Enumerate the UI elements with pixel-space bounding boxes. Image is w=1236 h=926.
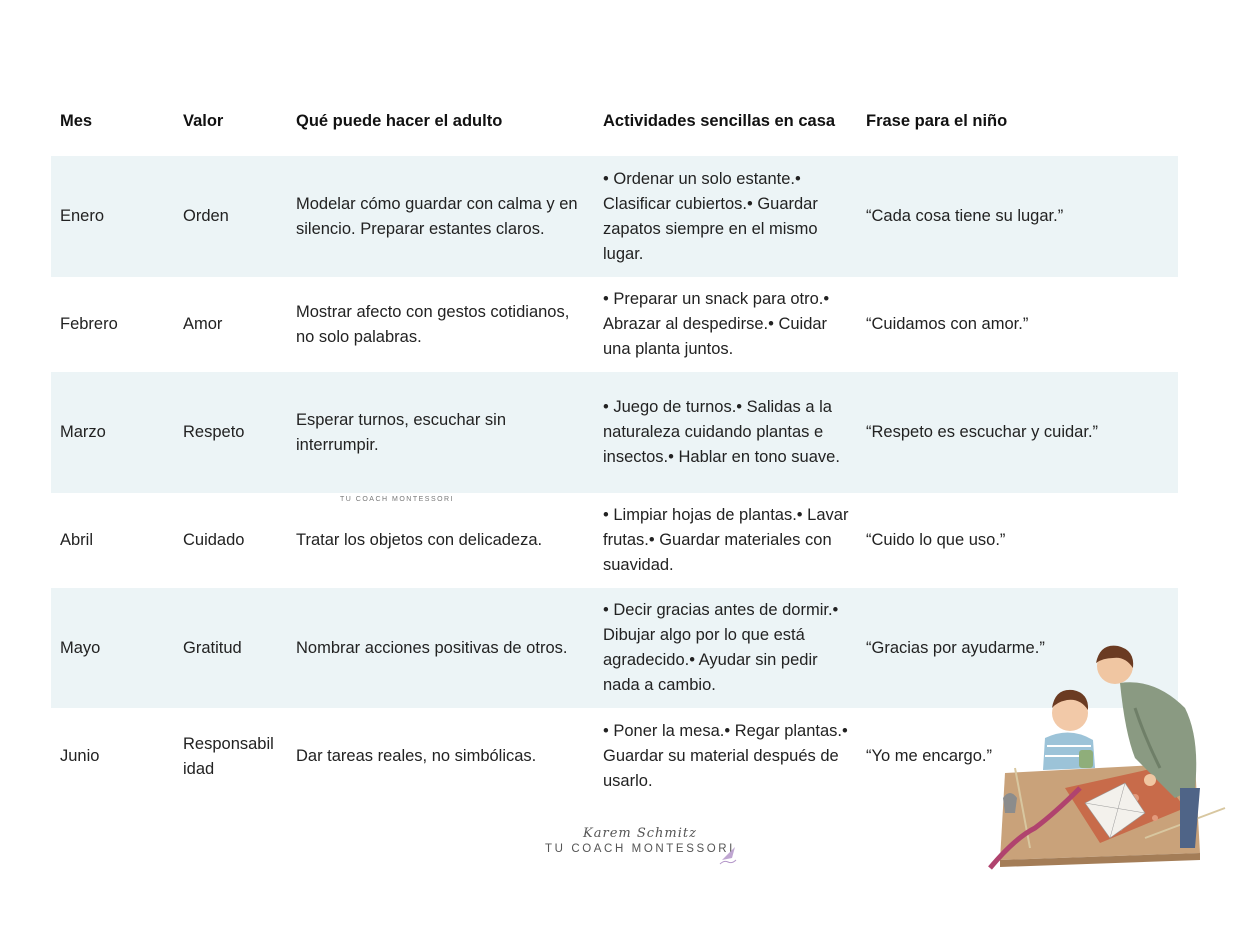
cell-valor: Responsabil idad (183, 734, 274, 778)
header-actividades: Actividades sencillas en casa (603, 111, 836, 130)
cell-actividades: • Decir gracias antes de dormir.• Dibujar algo por lo que está agradecido.• Ayudar sin pedir nada a cambio. (603, 601, 839, 694)
cell-mes: Febrero (60, 315, 118, 333)
cell-actividades: • Poner la mesa.• Regar plantas.• Guardar su material después de usarlo. (603, 722, 848, 790)
cell-frase: “Respeto es escuchar y cuidar.” (866, 423, 1099, 441)
cell-adulto: Dar tareas reales, no simbólicas. (296, 747, 537, 765)
cell-actividades: • Preparar un snack para otro.• Abrazar al despedirse.• Cuidar una planta juntos. (603, 290, 830, 358)
cell-frase: “Cada cosa tiene su lugar.” (866, 207, 1064, 225)
cell-adulto: Mostrar afecto con gestos cotidianos, no solo palabras. (296, 302, 570, 346)
table-row (51, 493, 1178, 588)
cell-mes: Abril (60, 531, 94, 549)
cell-actividades: • Juego de turnos.• Salidas a la naturaleza cuidando plantas e insectos.• Hablar en tono suave. (603, 398, 840, 466)
cell-mes: Marzo (60, 423, 106, 441)
cell-mes: Enero (60, 207, 105, 225)
cell-valor: Orden (183, 207, 229, 225)
cell-actividades: • Ordenar un solo estante.• Clasificar cubiertos.• Guardar zapatos siempre en el mismo lugar. (603, 169, 818, 263)
kite-icon (718, 844, 740, 866)
cell-frase: “Yo me encargo.” (866, 747, 992, 765)
cell-valor: Gratitud (183, 638, 242, 657)
cell-adulto: Nombrar acciones positivas de otros. (296, 638, 568, 657)
cell-frase: “Gracias por ayudarme.” (866, 638, 1045, 657)
cell-mes: Junio (60, 747, 100, 765)
logo-brand-text: TU COACH MONTESSORI (545, 843, 735, 855)
table-row (51, 156, 1178, 277)
table-row (51, 277, 1178, 372)
cell-adulto: Tratar los objetos con delicadeza. (296, 531, 543, 549)
logo-signature: Karem Schmitz (583, 826, 697, 841)
cell-frase: “Cuidamos con amor.” (866, 315, 1029, 333)
watermark-text: TU COACH MONTESSORI (340, 496, 455, 503)
header-adulto: Qué puede hacer el adulto (296, 111, 503, 130)
father-child-crafting-illustration (985, 638, 1230, 878)
table-row (51, 372, 1178, 493)
header-mes: Mes (60, 111, 93, 130)
cell-adulto: Modelar cómo guardar con calma y en silencio. Preparar estantes claros. (296, 194, 578, 238)
cell-valor: Cuidado (183, 531, 245, 549)
brand-logo (540, 826, 740, 855)
cell-actividades: • Limpiar hojas de plantas.• Lavar frutas.• Guardar materiales con suavidad. (603, 506, 849, 574)
cell-valor: Amor (183, 315, 223, 333)
header-valor: Valor (183, 111, 224, 130)
cell-valor: Respeto (183, 423, 245, 441)
cell-adulto: Esperar turnos, escuchar sin interrumpir. (296, 410, 507, 454)
cell-frase: “Cuido lo que uso.” (866, 531, 1006, 549)
table-header-row (51, 86, 1178, 156)
header-frase: Frase para el niño (866, 111, 1008, 130)
cell-mes: Mayo (60, 638, 101, 657)
